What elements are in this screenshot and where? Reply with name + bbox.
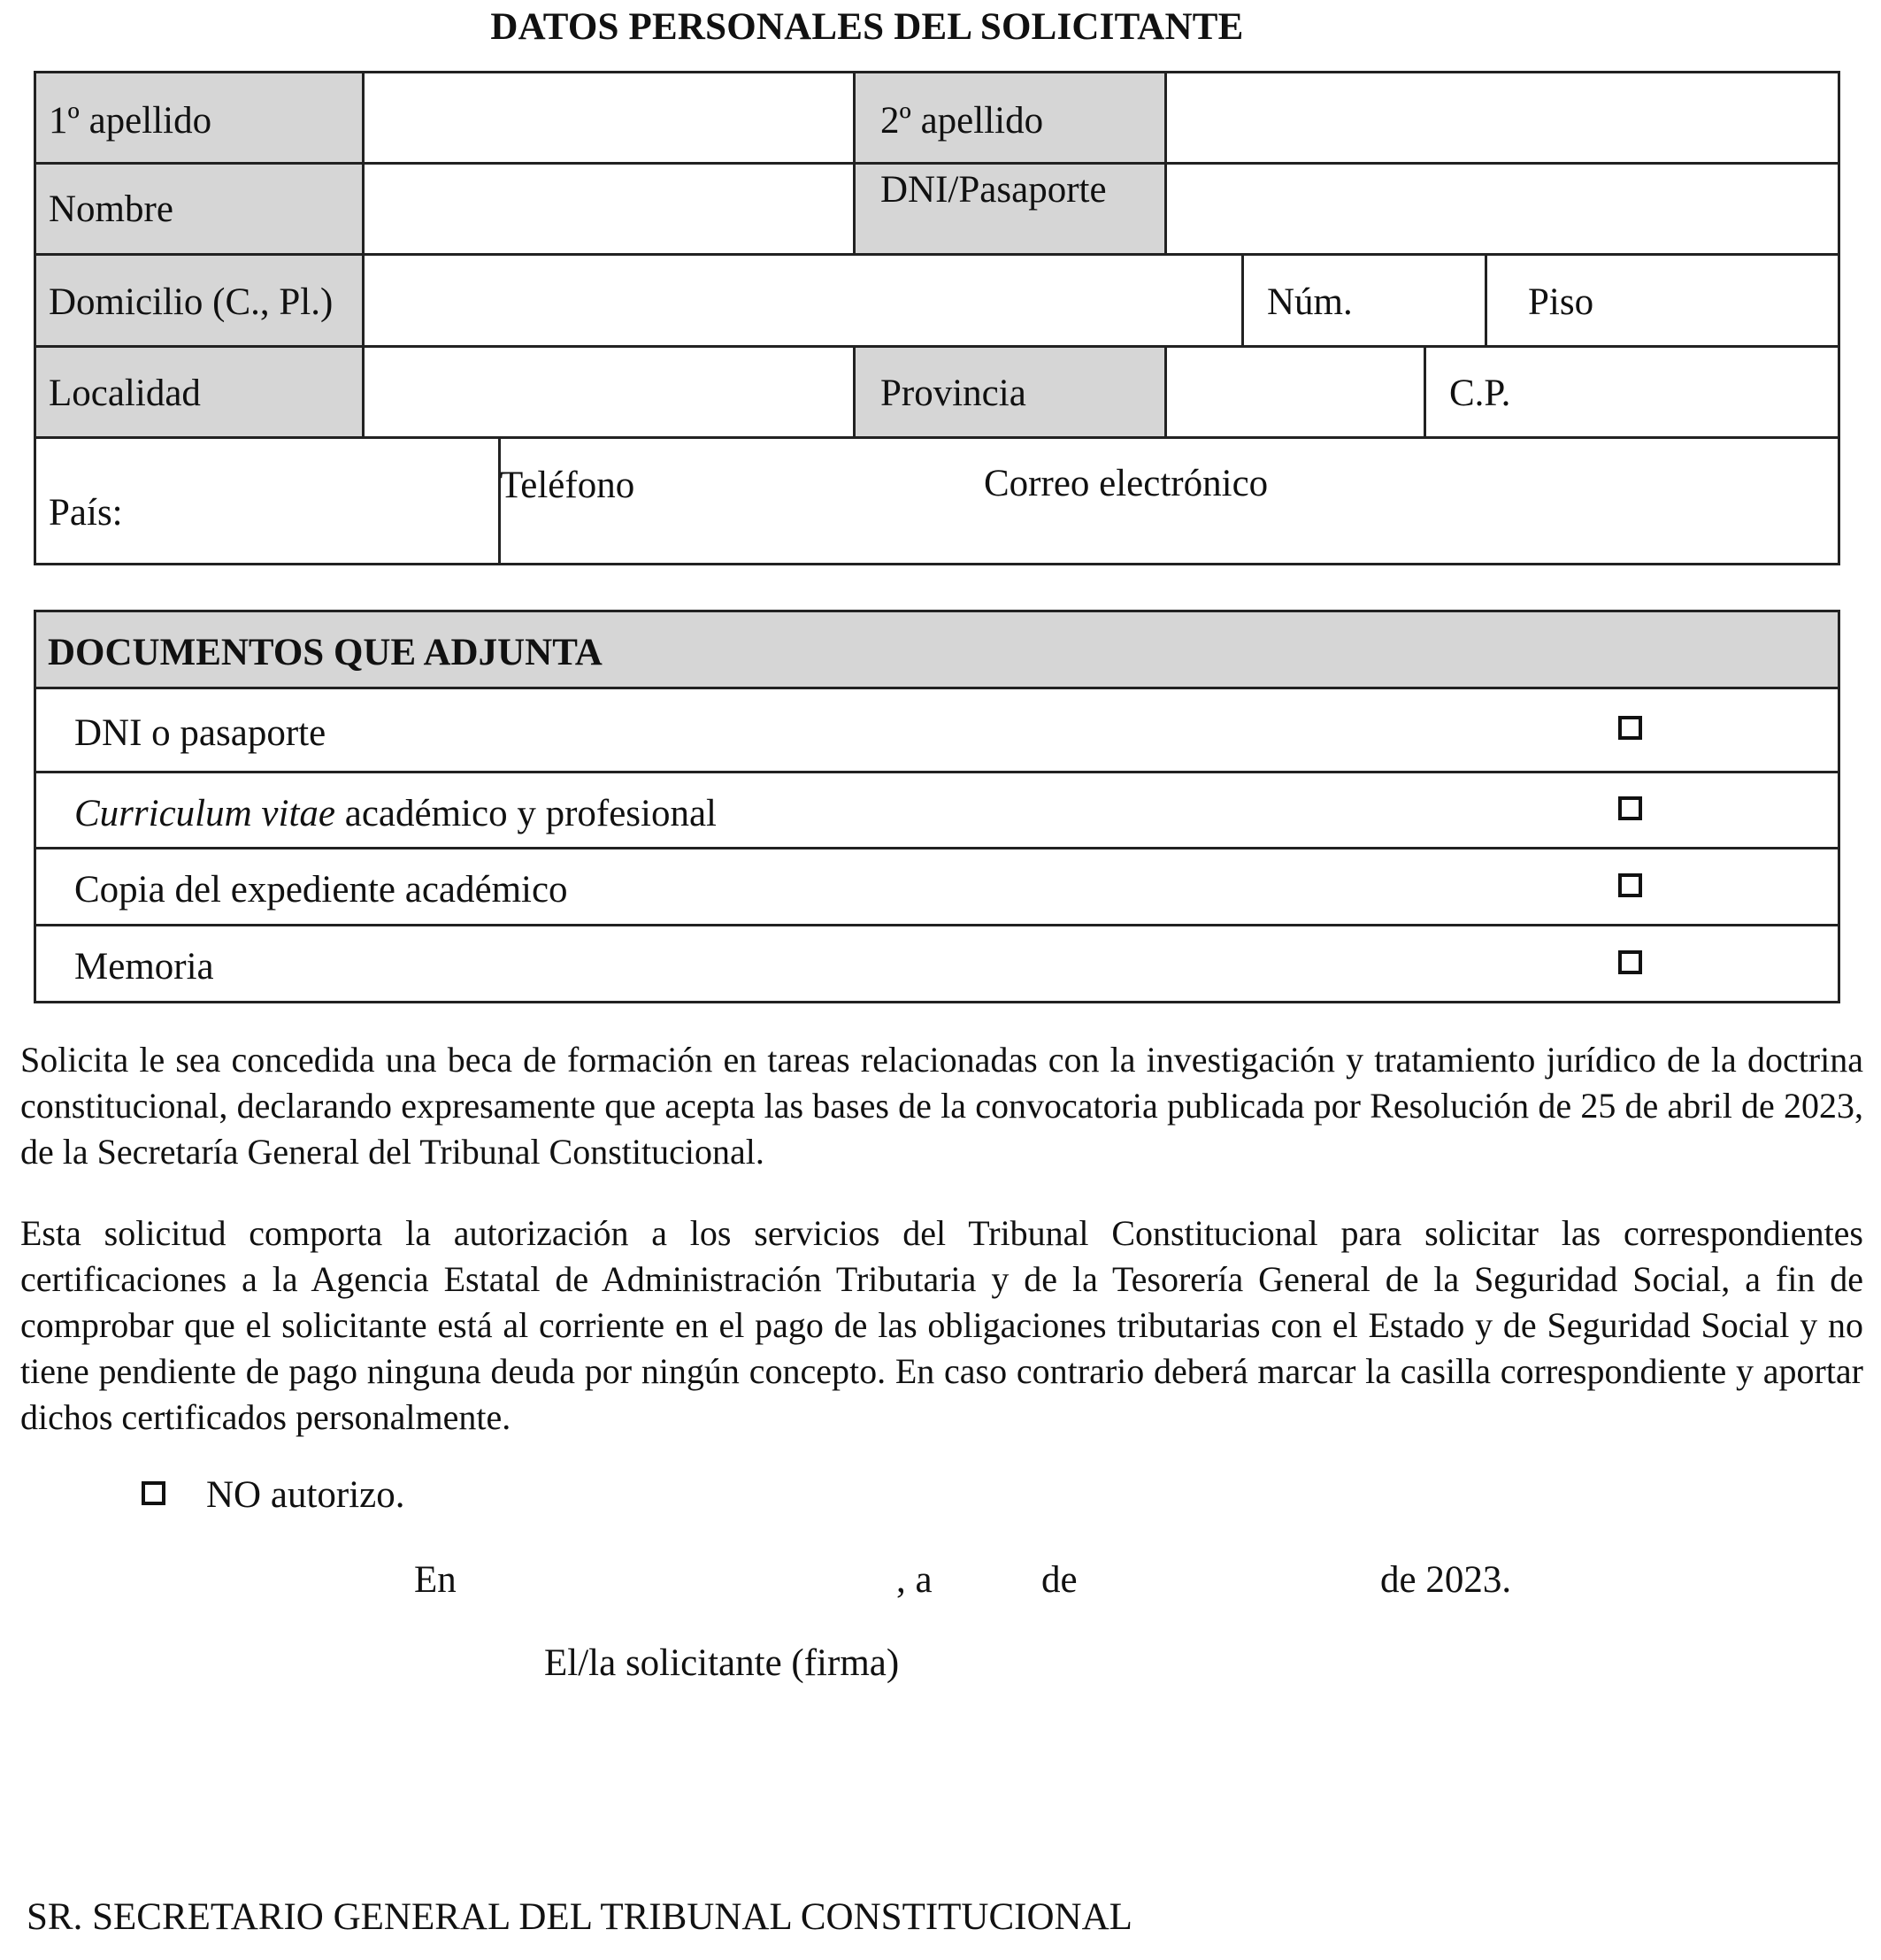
label-localidad: Localidad <box>49 373 201 414</box>
field-apellido1[interactable] <box>365 73 853 162</box>
checkbox-expediente[interactable] <box>1618 873 1642 897</box>
request-paragraph: Solicita le sea concedida una beca de formación en tareas relacionadas con la investigación y tratamiento jurídico de la doctrina constitucional, declarando expresamente que acepta las bases de la convocatoria publicada por Resolución de 25 de abril de 2023, de la Secretaría General del Tribunal Constitucional. <box>20 1040 1863 1172</box>
field-provincia[interactable] <box>1167 348 1424 436</box>
signature-label: El/la solicitante (firma) <box>544 1642 900 1684</box>
field-apellido2[interactable] <box>1167 73 1838 162</box>
date-a: , a <box>896 1559 933 1601</box>
no-autorizo-label: NO autorizo. <box>206 1474 405 1516</box>
date-year: de 2023. <box>1380 1559 1512 1601</box>
doc-label-dni: DNI o pasaporte <box>74 712 326 754</box>
doc-label-cv <box>74 792 717 835</box>
label-num: Núm. <box>1267 281 1353 323</box>
label-telefono: Teléfono <box>500 465 635 506</box>
doc-label-cv-rest: académico y profesional <box>335 793 718 834</box>
checkbox-dni[interactable] <box>1618 716 1642 740</box>
label-domicilio: Domicilio (C., Pl.) <box>49 281 334 323</box>
doc-label-expediente: Copia del expediente académico <box>74 869 568 911</box>
label-apellido1: 1º apellido <box>49 100 212 142</box>
field-nombre[interactable] <box>365 165 853 253</box>
doc-label-memoria: Memoria <box>74 946 214 988</box>
field-domicilio[interactable] <box>365 256 1241 345</box>
doc-label-cv-italic: Curriculum vitae <box>74 793 335 834</box>
label-pais: País: <box>49 492 123 534</box>
documents-heading: DOCUMENTOS QUE ADJUNTA <box>48 632 603 673</box>
field-localidad[interactable] <box>365 348 853 436</box>
checkbox-no-autorizo[interactable] <box>142 1481 165 1505</box>
label-provincia: Provincia <box>880 373 1026 414</box>
date-en: En <box>414 1559 457 1601</box>
label-piso: Piso <box>1528 281 1594 323</box>
label-dni: DNI/Pasaporte <box>880 169 1107 211</box>
authorization-paragraph: Esta solicitud comporta la autorización a los servicios del Tribunal Constitucional para solicitar las correspondientes certificaciones a la Agencia Estatal de Administración Tributaria y de la Tesorería General de la Seguridad Social, a fin de comprobar que el solicitante está al corriente en el pago de las obligaciones tributarias con el Estado y de Seguridad Social y no tiene pendiente de pago ninguna deuda por ningún concepto. En caso contrario deberá marcar la casilla correspondiente y aportar dichos certificados personalmente. <box>20 1213 1863 1437</box>
label-correo: Correo electrónico <box>984 463 1269 504</box>
checkbox-memoria[interactable] <box>1618 950 1642 974</box>
label-apellido2: 2º apellido <box>880 100 1044 142</box>
form-title: DATOS PERSONALES DEL SOLICITANTE <box>490 6 1244 48</box>
date-de: de <box>1041 1559 1078 1601</box>
label-cp: C.P. <box>1449 373 1511 414</box>
label-nombre: Nombre <box>49 188 173 230</box>
field-dni[interactable] <box>1167 165 1838 253</box>
checkbox-cv[interactable] <box>1618 796 1642 820</box>
addressee: SR. SECRETARIO GENERAL DEL TRIBUNAL CONSTITUCIONAL <box>27 1896 1132 1938</box>
